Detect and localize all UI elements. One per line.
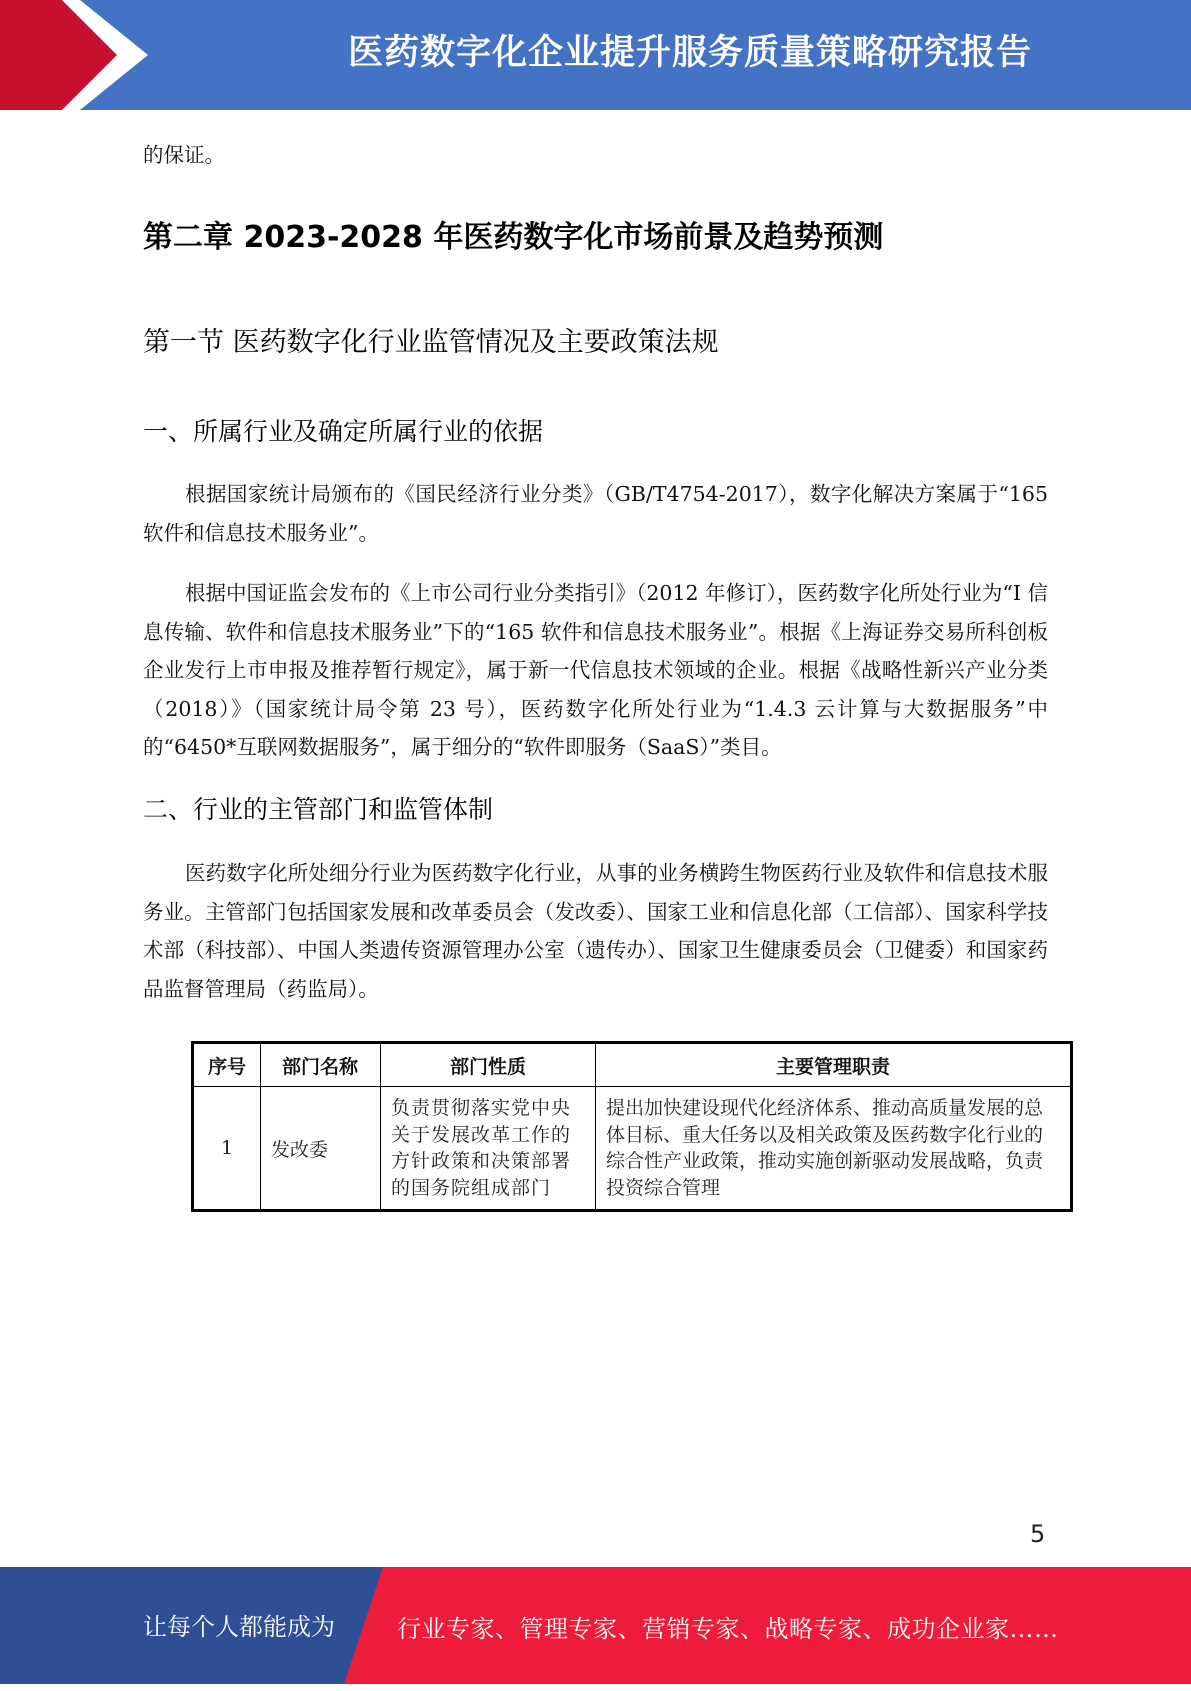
- cell-dept-name: 发改委: [261, 1087, 381, 1211]
- page-number: 5: [1030, 1520, 1046, 1548]
- subsection-title-1: 一、所属行业及确定所属行业的依据: [143, 417, 544, 446]
- paragraph-1-block: [143, 475, 1048, 552]
- cell-dept-nature: 负责贯彻落实党中央关于发展改革工作的方针政策和决策部署的国务院组成部门: [381, 1087, 596, 1211]
- cell-duties: 提出加快建设现代化经济体系、推动高质量发展的总体目标、重大任务以及相关政策及医药数字化行业的综合性产业政策，推动实施创新驱动发展战略，负责投资综合管理: [596, 1087, 1072, 1211]
- report-title: 医药数字化企业提升服务质量策略研究报告: [347, 33, 1032, 73]
- subsection-title-2: 二、行业的主管部门和监管体制: [143, 795, 494, 824]
- chapter-title: 第二章 2023-2028 年医药数字化市场前景及趋势预测: [143, 220, 884, 255]
- table-header-row: [193, 1043, 1072, 1087]
- paragraph-1: 根据国家统计局颁布的《国民经济行业分类》（GB/T4754-2017），数字化解决方案属于“165 软件和信息技术服务业”。: [143, 482, 1048, 545]
- footer-slogan-right: 行业专家、管理专家、营销专家、战略专家、成功企业家……: [397, 1615, 1059, 1643]
- paragraph-2-block: [143, 574, 1048, 767]
- header-banner: [0, 0, 1191, 110]
- paragraph-2: 根据中国证监会发布的《上市公司行业分类指引》（2012 年修订），医药数字化所处行业为“I 信息传输、软件和信息技术服务业”下的“165 软件和信息技术服务业”。根据《上海证券交易所科创板企业发行上市申报及推荐暂行规定》，属于新一代信息技术领域的企业。根据《战略性新兴产业分类（2018）》（国家统计局令第 23 号），医药数字化所处行业为“1.4.3 云计算与大数据服务”中的“6450*互联网数据服务”，属于细分的“软件即服务（SaaS）”类目。: [143, 581, 1048, 759]
- department-table: [191, 1041, 1073, 1212]
- paragraph-3-block: [143, 854, 1048, 1008]
- table-row: [193, 1087, 1072, 1211]
- header-dept-name: 部门名称: [261, 1043, 381, 1087]
- intro-tail-block: [143, 136, 1048, 175]
- header-dept-nature: 部门性质: [381, 1043, 596, 1087]
- header-no: 序号: [193, 1043, 261, 1087]
- footer-banner: [0, 1567, 1191, 1684]
- cell-no: 1: [193, 1087, 261, 1211]
- intro-tail: 的保证。: [143, 143, 225, 167]
- footer-slogan-left: 让每个人都能成为: [143, 1613, 335, 1641]
- section-title: 第一节 医药数字化行业监管情况及主要政策法规: [143, 327, 719, 358]
- paragraph-3: 医药数字化所处细分行业为医药数字化行业，从事的业务横跨生物医药行业及软件和信息技术服务业。主管部门包括国家发展和改革委员会（发改委）、国家工业和信息化部（工信部）、国家科学技术部（科技部）、中国人类遗传资源管理办公室（遗传办）、国家卫生健康委员会（卫健委）和国家药品监督管理局（药监局）。: [143, 861, 1048, 1001]
- header-duties: 主要管理职责: [596, 1043, 1072, 1087]
